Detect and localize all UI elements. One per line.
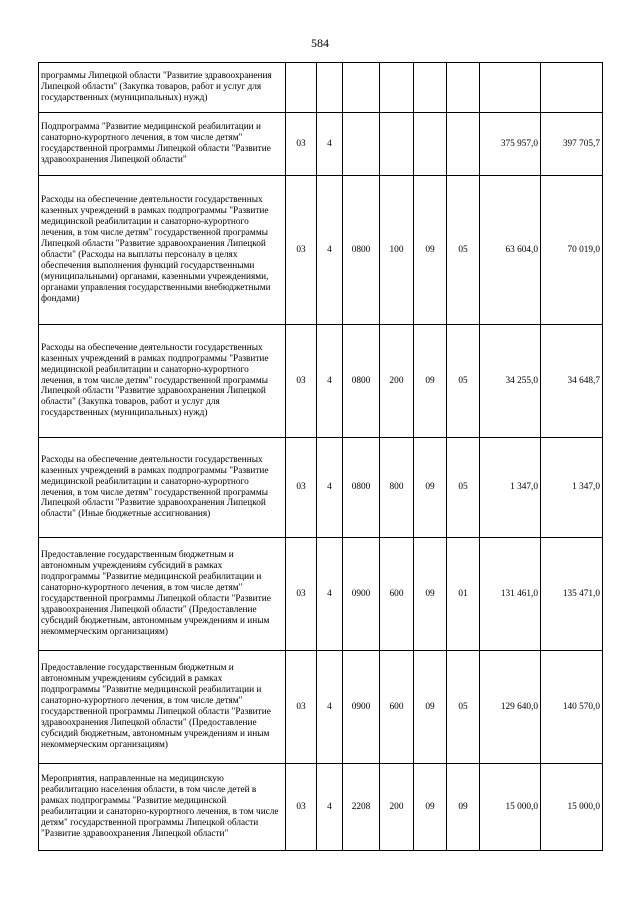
amount-cell: 34 648,7 — [541, 325, 603, 438]
amount-cell: 131 461,0 — [480, 538, 541, 651]
code-cell: 03 — [286, 176, 317, 325]
code-cell: 0800 — [343, 176, 380, 325]
code-cell — [286, 63, 317, 113]
amount-cell — [480, 63, 541, 113]
amount-cell: 1 347,0 — [480, 438, 541, 538]
code-cell: 4 — [317, 438, 343, 538]
code-cell: 05 — [447, 651, 480, 764]
code-cell: 4 — [317, 325, 343, 438]
code-cell: 09 — [414, 438, 447, 538]
code-cell: 800 — [380, 438, 414, 538]
code-cell: 05 — [447, 438, 480, 538]
amount-cell: 15 000,0 — [541, 764, 603, 851]
code-cell — [380, 63, 414, 113]
code-cell: 200 — [380, 764, 414, 851]
budget-table — [38, 62, 603, 851]
code-cell — [317, 63, 343, 113]
code-cell: 03 — [286, 438, 317, 538]
code-cell: 09 — [414, 176, 447, 325]
code-cell — [414, 113, 447, 176]
code-cell: 03 — [286, 113, 317, 176]
code-cell: 4 — [317, 176, 343, 325]
row-description: Расходы на обеспечение деятельности государственных казенных учреждений в рамках подпрограммы "Развитие медицинской реабилитации и санаторно-курортного лечения, в том числе детям" государственной программы Липецкой области "Развитие здравоохранения Липецкой области" (Закупка товаров, работ и услуг для государственных (муниципальных) нужд) — [39, 325, 286, 438]
code-cell: 03 — [286, 325, 317, 438]
code-cell — [343, 63, 380, 113]
code-cell: 0900 — [343, 651, 380, 764]
code-cell: 0900 — [343, 538, 380, 651]
row-description: Расходы на обеспечение деятельности государственных казенных учреждений в рамках подпрограммы "Развитие медицинской реабилитации и санаторно-курортного лечения, в том числе детям" государственной программы Липецкой области "Развитие здравоохранения Липецкой области" (Иные бюджетные ассигнования) — [39, 438, 286, 538]
code-cell: 01 — [447, 538, 480, 651]
row-description: программы Липецкой области "Развитие здравоохранения Липецкой области" (Закупка товаров, работ и услуг для государственных (муниципальных) нужд) — [39, 63, 286, 113]
code-cell — [343, 113, 380, 176]
code-cell: 200 — [380, 325, 414, 438]
code-cell: 09 — [414, 651, 447, 764]
code-cell: 2208 — [343, 764, 380, 851]
table-row — [39, 325, 603, 438]
code-cell: 100 — [380, 176, 414, 325]
code-cell: 09 — [414, 325, 447, 438]
row-description: Предоставление государственным бюджетным и автономным учреждениям субсидий в рамках подпрограммы "Развитие медицинской реабилитации и санаторно-курортного лечения, в том числе детям" государственной программы Липецкой области "Развитие здравоохранения Липецкой области" (Предоставление субсидий бюджетным, автономным учреждениям и иным некоммерческим организациям) — [39, 538, 286, 651]
code-cell: 4 — [317, 538, 343, 651]
table-body — [39, 63, 603, 851]
page-number: 584 — [311, 36, 329, 50]
row-description: Предоставление государственным бюджетным и автономным учреждениям субсидий в рамках подпрограммы "Развитие медицинской реабилитации и санаторно-курортного лечения, в том числе детям" государственной программы Липецкой области "Развитие здравоохранения Липецкой области" (Предоставление субсидий бюджетным, автономным учреждениям и иным некоммерческим организациям) — [39, 651, 286, 764]
code-cell — [447, 113, 480, 176]
row-description: Подпрограмма "Развитие медицинской реабилитации и санаторно-курортного лечения, в том числе детям" государственной программы Липецкой области "Развитие здравоохранения Липецкой области" — [39, 113, 286, 176]
code-cell: 4 — [317, 113, 343, 176]
code-cell: 05 — [447, 176, 480, 325]
table-row — [39, 438, 603, 538]
amount-cell: 34 255,0 — [480, 325, 541, 438]
amount-cell: 135 471,0 — [541, 538, 603, 651]
code-cell: 03 — [286, 538, 317, 651]
amount-cell — [541, 63, 603, 113]
table-row — [39, 651, 603, 764]
code-cell: 600 — [380, 651, 414, 764]
amount-cell: 397 705,7 — [541, 113, 603, 176]
row-description: Расходы на обеспечение деятельности государственных казенных учреждений в рамках подпрограммы "Развитие медицинской реабилитации и санаторно-курортного лечения, в том числе детям" государственной программы Липецкой области "Развитие здравоохранения Липецкой области" (Расходы на выплаты персоналу в целях обеспечения выполнения функций государственными (муниципальными) органами, казенными учреждениями, органами управления государственными внебюджетными фондами) — [39, 176, 286, 325]
table-row — [39, 176, 603, 325]
table-row — [39, 538, 603, 651]
code-cell: 05 — [447, 325, 480, 438]
code-cell — [414, 63, 447, 113]
amount-cell: 375 957,0 — [480, 113, 541, 176]
table-row — [39, 63, 603, 113]
amount-cell: 70 019,0 — [541, 176, 603, 325]
code-cell: 4 — [317, 651, 343, 764]
code-cell: 600 — [380, 538, 414, 651]
amount-cell: 1 347,0 — [541, 438, 603, 538]
code-cell: 09 — [414, 538, 447, 651]
amount-cell: 129 640,0 — [480, 651, 541, 764]
amount-cell: 140 570,0 — [541, 651, 603, 764]
code-cell — [447, 63, 480, 113]
table-row — [39, 113, 603, 176]
code-cell: 03 — [286, 764, 317, 851]
amount-cell: 15 000,0 — [480, 764, 541, 851]
code-cell: 0800 — [343, 325, 380, 438]
amount-cell: 63 604,0 — [480, 176, 541, 325]
code-cell: 09 — [414, 764, 447, 851]
code-cell: 03 — [286, 651, 317, 764]
code-cell: 0800 — [343, 438, 380, 538]
code-cell: 09 — [447, 764, 480, 851]
row-description: Мероприятия, направленные на медицинскую реабилитацию населения области, в том числе детей в рамках подпрограммы "Развитие медицинской реабилитации и санаторно-курортного лечения, в том числе детям" государственной программы Липецкой области "Развитие здравоохранения Липецкой области" — [39, 764, 286, 851]
table-row — [39, 764, 603, 851]
code-cell: 4 — [317, 764, 343, 851]
code-cell — [380, 113, 414, 176]
